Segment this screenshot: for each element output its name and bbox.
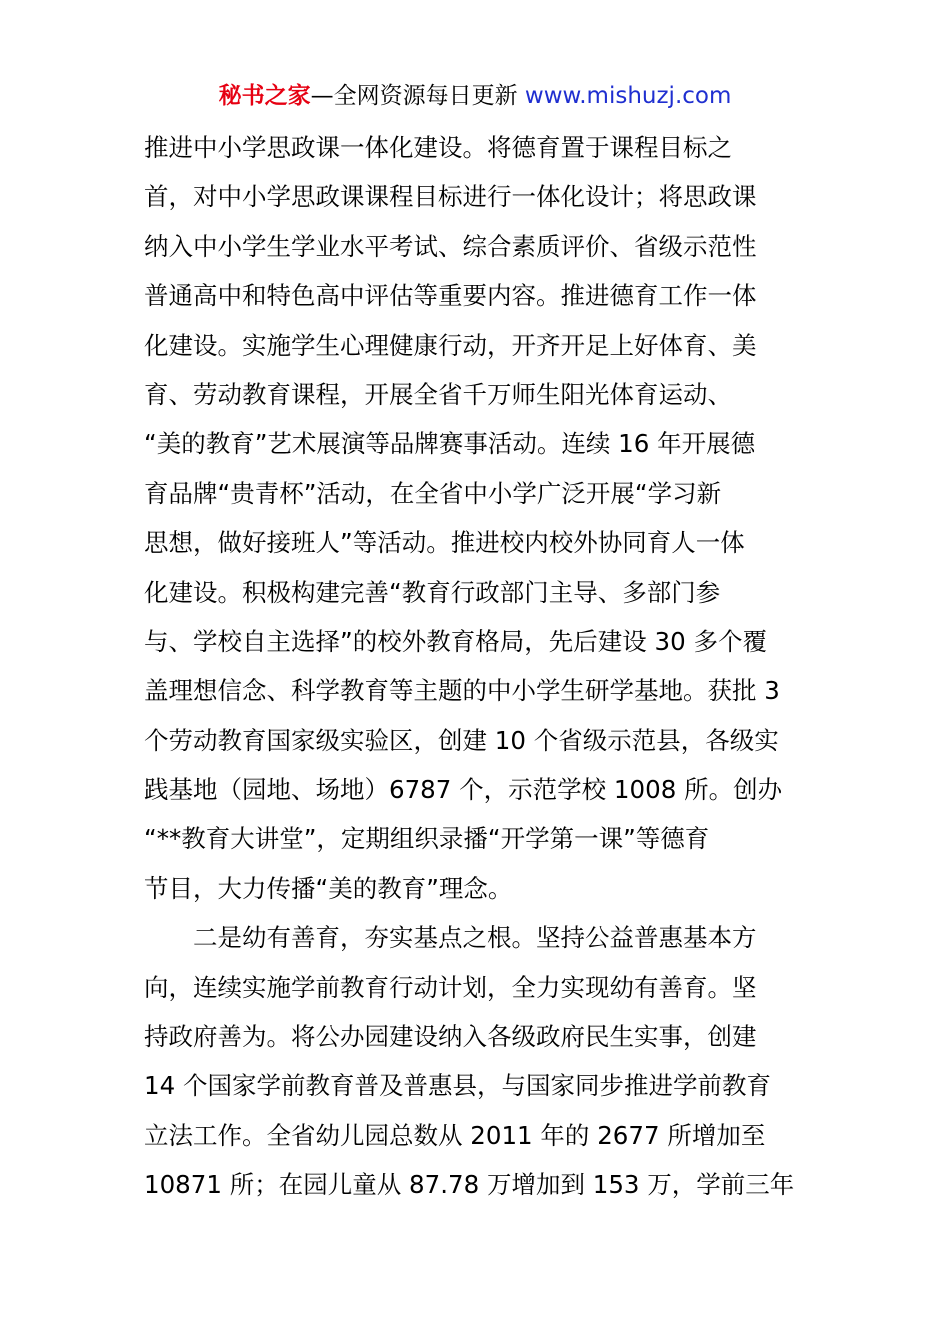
text-line: 化建设。实施学生心理健康行动，开齐开足上好体育、美	[144, 330, 757, 360]
text-line: 向，连续实施学前教育行动计划，全力实现幼有善育。坚	[144, 972, 757, 1002]
text-line: 首，对中小学思政课课程目标进行一体化设计；将思政课	[144, 182, 757, 212]
text-line: 育、劳动教育课程，开展全省千万师生阳光体育运动、	[144, 379, 732, 409]
text-line: 持政府善为。将公办园建设纳入各级政府民生实事，创建	[144, 1022, 757, 1052]
site-header	[0, 80, 950, 112]
text-line: 纳入中小学生学业水平考试、综合素质评价、省级示范性	[144, 231, 757, 261]
text-line: 思想，做好接班人”等活动。推进校内校外协同育人一体	[144, 528, 745, 558]
text-line: 14 个国家学前教育普及普惠县，与国家同步推进学前教育	[144, 1071, 771, 1101]
text-line: 二是幼有善育，夯实基点之根。坚持公益普惠基本方	[193, 923, 757, 953]
document-body	[144, 123, 814, 1210]
text-line: 与、学校自主选择”的校外教育格局，先后建设 30 多个覆	[144, 626, 767, 656]
text-line: 践基地（园地、场地）6787 个，示范学校 1008 所。创办	[144, 775, 783, 805]
paragraph-1	[144, 123, 814, 913]
text-line: 盖理想信念、科学教育等主题的中小学生研学基地。获批 3	[144, 676, 780, 706]
text-line: 化建设。积极构建完善“教育行政部门主导、多部门参	[144, 577, 721, 607]
text-line: 个劳动教育国家级实验区，创建 10 个省级示范县，各级实	[144, 725, 779, 755]
text-line: 10871 所；在园儿童从 87.78 万增加到 153 万，学前三年	[144, 1170, 795, 1200]
text-line: 节目，大力传播“美的教育”理念。	[144, 873, 513, 903]
text-line: 立法工作。全省幼儿园总数从 2011 年的 2677 所增加至	[144, 1120, 766, 1150]
text-line: 推进中小学思政课一体化建设。将德育置于课程目标之	[144, 133, 732, 162]
text-line: 普通高中和特色高中评估等重要内容。推进德育工作一体	[144, 281, 757, 311]
site-brand: 秘书之家	[218, 83, 311, 109]
text-line: “美的教育”艺术展演等品牌赛事活动。连续 16 年开展德	[144, 429, 756, 459]
text-line: “**教育大讲堂”，定期组织录播“开学第一课”等德育	[144, 824, 710, 854]
site-tagline: —全网资源每日更新	[310, 83, 518, 109]
paragraph-2	[144, 913, 814, 1209]
text-line: 育品牌“贵青杯”活动，在全省中小学广泛开展“学习新	[144, 478, 722, 508]
site-url-link[interactable]: www.mishuzj.com	[524, 83, 732, 109]
